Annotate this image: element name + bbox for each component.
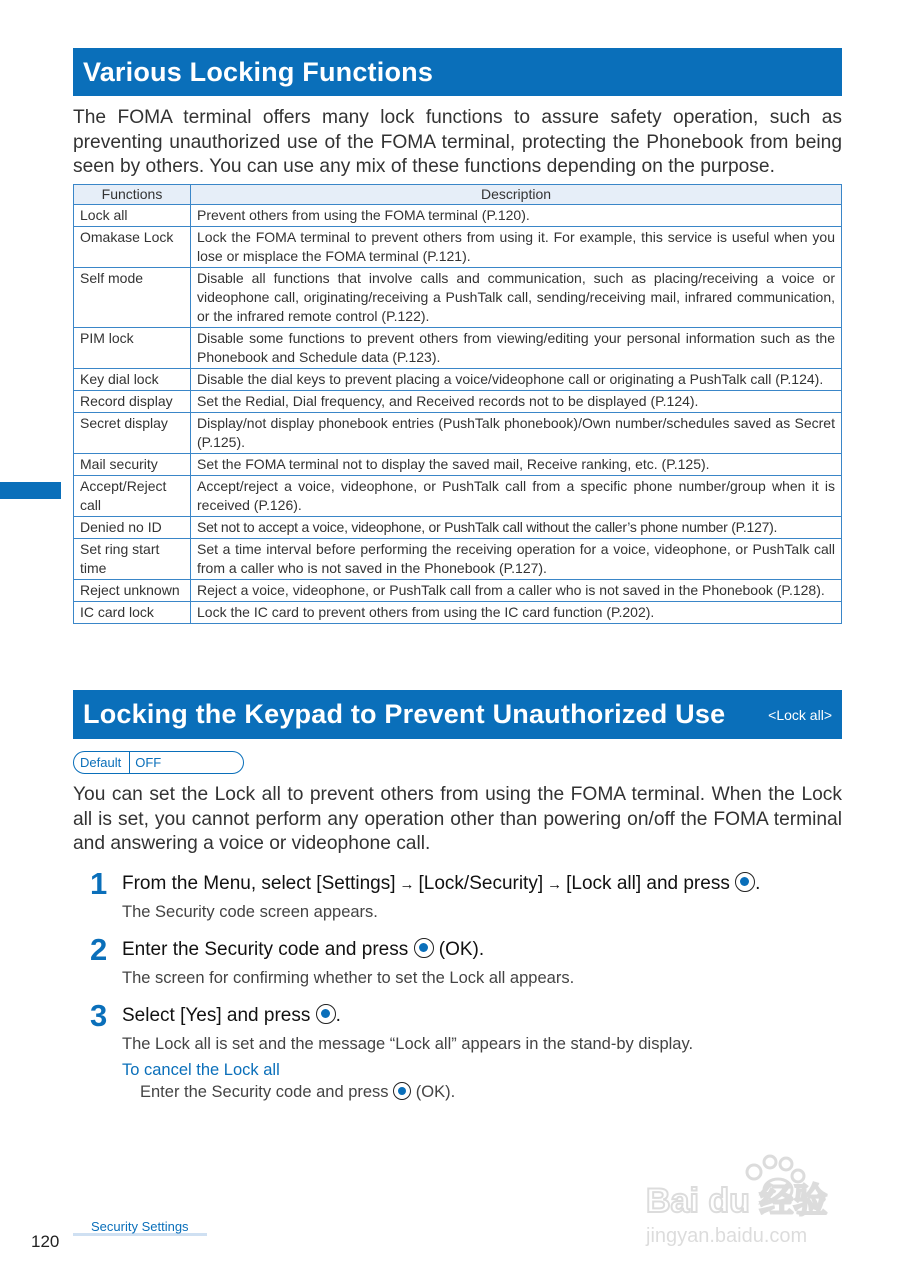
function-name: Mail security: [74, 454, 191, 476]
table-row: [74, 205, 842, 227]
default-label: Default: [74, 752, 130, 773]
function-name: Reject unknown: [74, 580, 191, 602]
page-number: 120: [31, 1232, 60, 1251]
step-text: .: [755, 873, 761, 894]
default-value: OFF: [135, 755, 162, 770]
table-row: [74, 517, 842, 539]
default-setting-badge: [73, 751, 244, 774]
column-header-description: Description: [191, 185, 842, 205]
cancel-text: Enter the Security code and press: [140, 1083, 389, 1101]
step-result: The screen for confirming whether to set the Lock all appears.: [122, 969, 575, 987]
table-row: [74, 476, 842, 517]
side-index-tab: [0, 482, 61, 499]
step-instruction: [122, 938, 484, 961]
table-row: [74, 391, 842, 413]
section-intro: [73, 783, 842, 857]
section-title: Locking the Keypad to Prevent Unauthorized Use: [83, 699, 726, 729]
table-row: [74, 328, 842, 369]
function-name: PIM lock: [74, 328, 191, 369]
section-header-locking-keypad: [73, 690, 842, 739]
section-intro: [73, 106, 842, 180]
function-description: Lock the FOMA terminal to prevent others from using it. For example, this service is useful when you lose or misplace the FOMA terminal (P.121).: [191, 227, 842, 268]
section-tag: <Lock all>: [768, 706, 832, 723]
step-instruction: [122, 1004, 341, 1027]
function-name: Self mode: [74, 268, 191, 328]
step-text: (OK).: [438, 939, 485, 960]
function-name: Denied no ID: [74, 517, 191, 539]
function-description: Set the FOMA terminal not to display the saved mail, Receive ranking, etc. (P.125).: [191, 454, 842, 476]
table-row: [74, 369, 842, 391]
function-description: Prevent others from using the FOMA terminal (P.120).: [191, 205, 842, 227]
table-row: [74, 454, 842, 476]
table-row: [74, 602, 842, 624]
table-row: [74, 227, 842, 268]
function-description: Accept/reject a voice, videophone, or PushTalk call from a specific phone number/group when it is received (P.126).: [191, 476, 842, 517]
cancel-instruction: [140, 1082, 455, 1102]
intro-paragraph: You can set the Lock all to prevent others from using the FOMA terminal. When the Lock all is set, you cannot perform any operation other than powering on/off the FOMA terminal and answering a voice or videophone call.: [73, 784, 842, 854]
center-key-icon: [735, 872, 755, 892]
function-name: Set ring start time: [74, 539, 191, 580]
section-header-various-locking: [73, 48, 842, 96]
arrow-right-icon: →: [547, 876, 563, 893]
function-description: Lock the IC card to prevent others from using the IC card function (P.202).: [191, 602, 842, 624]
step-text: .: [335, 1005, 341, 1026]
table-row: [74, 268, 842, 328]
function-name: Accept/Reject call: [74, 476, 191, 517]
step-number: 2: [90, 932, 108, 967]
function-description: Disable some functions to prevent others from viewing/editing your personal information such as the Phonebook and Schedule data (P.123).: [191, 328, 842, 369]
lock-functions-table: [73, 184, 842, 624]
step-text: [Lock/Security]: [418, 873, 544, 894]
step-number: 1: [90, 866, 108, 901]
cancel-text: (OK).: [415, 1083, 456, 1101]
step-text: Enter the Security code and press: [122, 939, 409, 960]
step-text: From the Menu, select [Settings]: [122, 873, 396, 894]
section-title: Various Locking Functions: [83, 56, 434, 87]
footer-section: Security Settings: [91, 1219, 189, 1234]
arrow-right-icon: →: [399, 876, 415, 893]
table-header-row: [74, 185, 842, 205]
baidu-jingyan-watermark: [642, 1150, 862, 1250]
intro-paragraph: The FOMA terminal offers many lock functions to assure safety operation, such as preventing unauthorized use of the FOMA terminal, protecting the Phonebook from being seen by others. You can use any mix of these functions depending on the purpose.: [73, 107, 842, 177]
function-name: Secret display: [74, 413, 191, 454]
watermark-logo-text: Bai du 经验: [646, 1182, 828, 1220]
function-description: Disable all functions that involve calls and communication, such as placing/receiving a voice or videophone call, originating/receiving a PushTalk call, sending/receiving mail, infrared communication, or the infrared remote control (P.122).: [191, 268, 842, 328]
function-name: Record display: [74, 391, 191, 413]
center-key-icon: [393, 1082, 411, 1100]
step-instruction: [122, 872, 760, 895]
function-description: Set the Redial, Dial frequency, and Received records not to be displayed (P.124).: [191, 391, 842, 413]
function-description: Set not to accept a voice, videophone, or PushTalk call without the caller’s phone number (P.127).: [191, 517, 842, 539]
function-description: Set a time interval before performing the receiving operation for a voice, videophone, or PushTalk call from a caller who is not saved in the Phonebook (P.127).: [191, 539, 842, 580]
function-description: Disable the dial keys to prevent placing a voice/videophone call or originating a PushTalk call (P.124).: [191, 369, 842, 391]
column-header-functions: Functions: [74, 185, 191, 205]
function-name: IC card lock: [74, 602, 191, 624]
table-row: [74, 413, 842, 454]
function-name: Omakase Lock: [74, 227, 191, 268]
step-text: Select [Yes] and press: [122, 1005, 311, 1026]
center-key-icon: [414, 938, 434, 958]
step-result: The Lock all is set and the message “Lock all” appears in the stand-by display.: [122, 1035, 694, 1053]
step-result: The Security code screen appears.: [122, 903, 378, 921]
cancel-heading: To cancel the Lock all: [122, 1061, 280, 1079]
center-key-icon: [316, 1004, 336, 1024]
function-name: Key dial lock: [74, 369, 191, 391]
table-row: [74, 580, 842, 602]
table-row: [74, 539, 842, 580]
step-text: [Lock all] and press: [566, 873, 730, 894]
function-description: Reject a voice, videophone, or PushTalk call from a caller who is not saved in the Phonebook (P.128).: [191, 580, 842, 602]
watermark-url: jingyan.baidu.com: [646, 1225, 808, 1247]
step-number: 3: [90, 998, 108, 1033]
function-name: Lock all: [74, 205, 191, 227]
function-description: Display/not display phonebook entries (PushTalk phonebook)/Own number/schedules saved as Secret (P.125).: [191, 413, 842, 454]
